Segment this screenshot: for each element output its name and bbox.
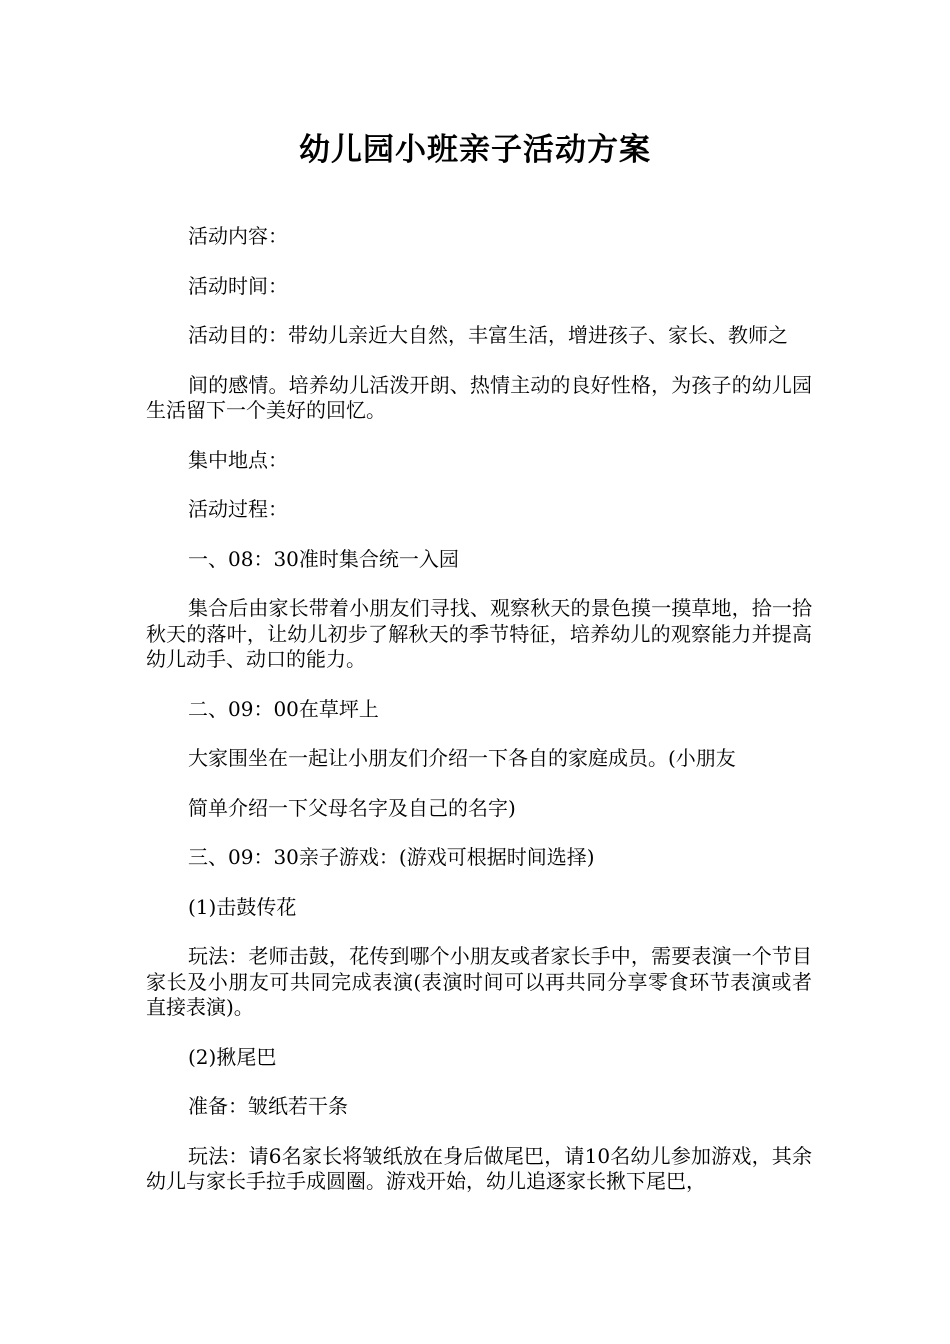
paragraph-step-one: 一、08：30准时集合统一入园 — [188, 546, 459, 571]
paragraph-activity-time: 活动时间： — [188, 273, 288, 298]
paragraph-game-one-title: (1)击鼓传花 — [188, 894, 297, 919]
paragraph-step-one-detail: 集合后由家长带着小朋友们寻找、观察秋天的景色摸一摸草地，拾一拾秋天的落叶，让幼儿初步了解秋天的季节特征，培养幼儿的观察能力并提高幼儿动手、动口的能力。 — [146, 596, 812, 671]
paragraph-meeting-place: 集中地点： — [188, 447, 288, 472]
paragraph-step-two-detail: 大家围坐在一起让小朋友们介绍一下各自的家庭成员。(小朋友 — [188, 746, 736, 770]
paragraph-game-one-rules: 玩法：老师击鼓，花传到哪个小朋友或者家长手中，需要表演一个节目家长及小朋友可共同完成表演(表演时间可以再共同分享零食环节表演或者直接表演)。 — [146, 944, 812, 1019]
paragraph-game-two-title: (2)揪尾巴 — [188, 1044, 277, 1069]
paragraph-activity-process: 活动过程： — [188, 497, 288, 521]
paragraph-step-two-detail-cont: 简单介绍一下父母名字及自己的名字) — [188, 795, 516, 820]
document-title: 幼儿园小班亲子活动方案 — [299, 132, 651, 168]
paragraph-activity-purpose: 活动目的：带幼儿亲近大自然，丰富生活，增进孩子、家长、教师之 — [188, 323, 788, 347]
paragraph-purpose-continued: 间的感情。培养幼儿活泼开朗、热情主动的良好性格，为孩子的幼儿园生活留下一个美好的回忆。 — [146, 372, 812, 422]
paragraph-game-two-prep: 准备：皱纸若干条 — [188, 1094, 348, 1118]
paragraph-step-two: 二、09：00在草坪上 — [188, 696, 379, 721]
paragraph-activity-content: 活动内容： — [188, 224, 288, 248]
document-body — [146, 224, 812, 1219]
paragraph-game-two-rules: 玩法：请6名家长将皱纸放在身后做尾巴，请10名幼儿参加游戏，其余幼儿与家长手拉手成圆圈。游戏开始，幼儿追逐家长揪下尾巴， — [146, 1143, 812, 1193]
paragraph-step-three: 三、09：30亲子游戏：(游戏可根据时间选择) — [188, 845, 595, 869]
